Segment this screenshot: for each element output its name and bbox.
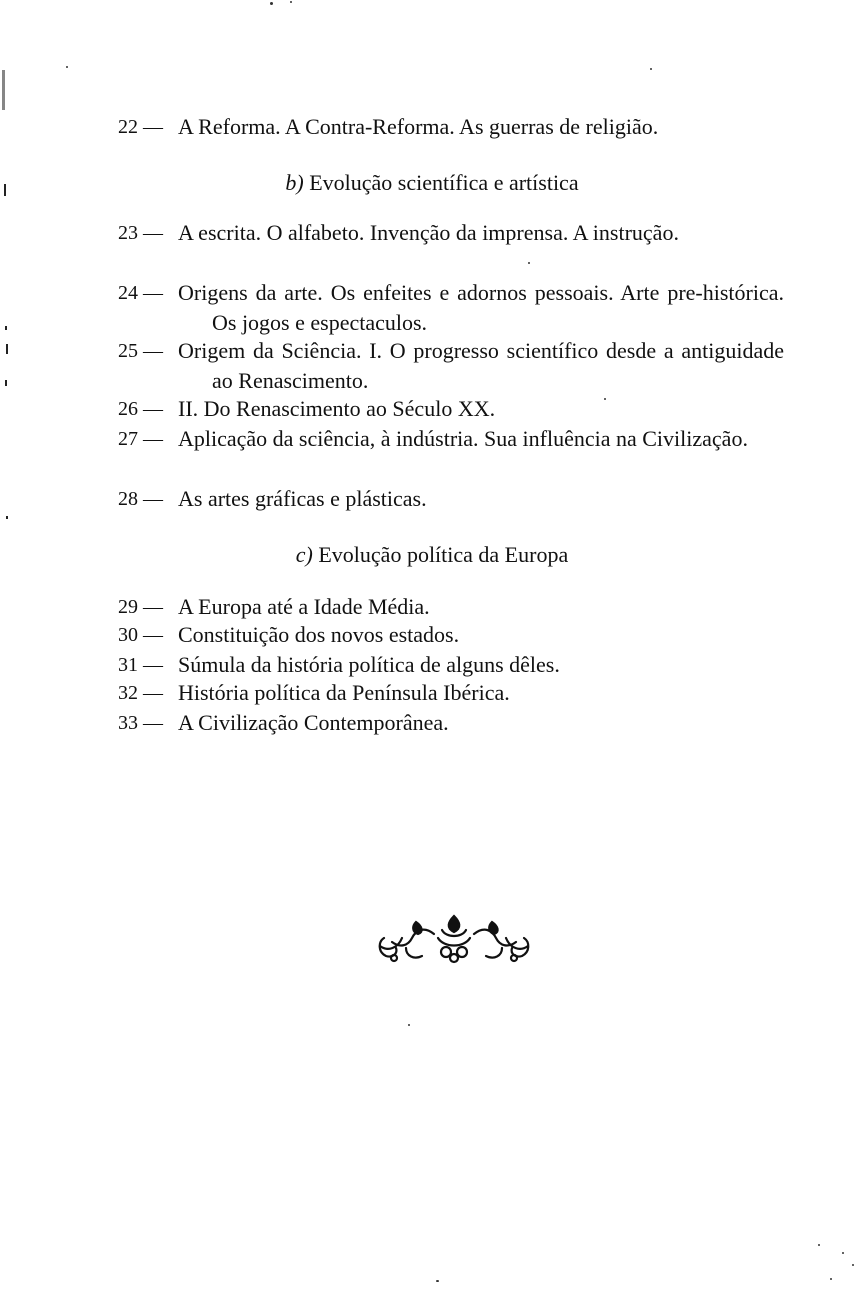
entry-number: 29 —: [118, 596, 163, 618]
entry-number: 28 —: [118, 488, 163, 510]
entry-number: 25 —: [118, 340, 163, 362]
section-title: Evolução política da Europa: [318, 542, 569, 567]
entry-number: 31 —: [118, 654, 163, 676]
toc-entry: [118, 218, 784, 248]
entry-text: Origem da Sciência. I. O progresso scientífico desde a antiguidade ao Renascimento.: [178, 338, 784, 393]
section-heading-b: [0, 168, 864, 198]
margin-mark: [6, 344, 8, 354]
section-heading-c: [0, 540, 864, 570]
entry-number: 33 —: [118, 712, 163, 734]
entry-number: 32 —: [118, 682, 163, 704]
toc-entry: [118, 650, 784, 680]
margin-mark: [5, 380, 7, 386]
floral-ornament-icon: [372, 908, 536, 966]
entry-number: 22 —: [118, 116, 163, 138]
entry-number: 24 —: [118, 282, 163, 304]
toc-entry: [118, 708, 784, 738]
section-letter: c): [295, 542, 313, 567]
entry-text: Aplicação da sciência, à indústria. Sua influência na Civilização.: [178, 426, 748, 451]
toc-entry: [118, 278, 784, 338]
entry-text: Origens da arte. Os enfeites e adornos pessoais. Arte pre-histórica. Os jogos e espectaculos.: [178, 280, 784, 335]
entry-text: Constituição dos novos estados.: [178, 622, 460, 647]
entry-number: 23 —: [118, 222, 163, 244]
margin-mark: [2, 70, 5, 110]
section-letter: b): [285, 170, 304, 195]
toc-entry: [118, 424, 784, 454]
entry-text: A escrita. O alfabeto. Invenção da imprensa. A instrução.: [178, 220, 679, 245]
toc-entry: [118, 678, 784, 708]
toc-entry: [118, 592, 784, 622]
entry-text: A Europa até a Idade Média.: [178, 594, 430, 619]
margin-mark: [5, 326, 7, 330]
entry-text: As artes gráficas e plásticas.: [178, 486, 427, 511]
entry-text: II. Do Renascimento ao Século XX.: [178, 396, 496, 421]
toc-entry: [118, 336, 784, 396]
entry-text: A Civilização Contemporânea.: [178, 710, 449, 735]
toc-entry: [118, 620, 784, 650]
entry-number: 26 —: [118, 398, 163, 420]
section-title: Evolução scientífica e artística: [309, 170, 579, 195]
entry-number: 27 —: [118, 428, 163, 450]
entry-text: A Reforma. A Contra-Reforma. As guerras de religião.: [178, 114, 659, 139]
margin-mark: [6, 516, 8, 519]
entry-text: História política da Península Ibérica.: [178, 680, 510, 705]
toc-entry: [118, 112, 784, 142]
toc-entry: [118, 394, 784, 424]
entry-number: 30 —: [118, 624, 163, 646]
toc-entry: [118, 484, 784, 514]
entry-text: Súmula da história política de alguns dêles.: [178, 652, 560, 677]
margin-mark: [4, 184, 6, 196]
